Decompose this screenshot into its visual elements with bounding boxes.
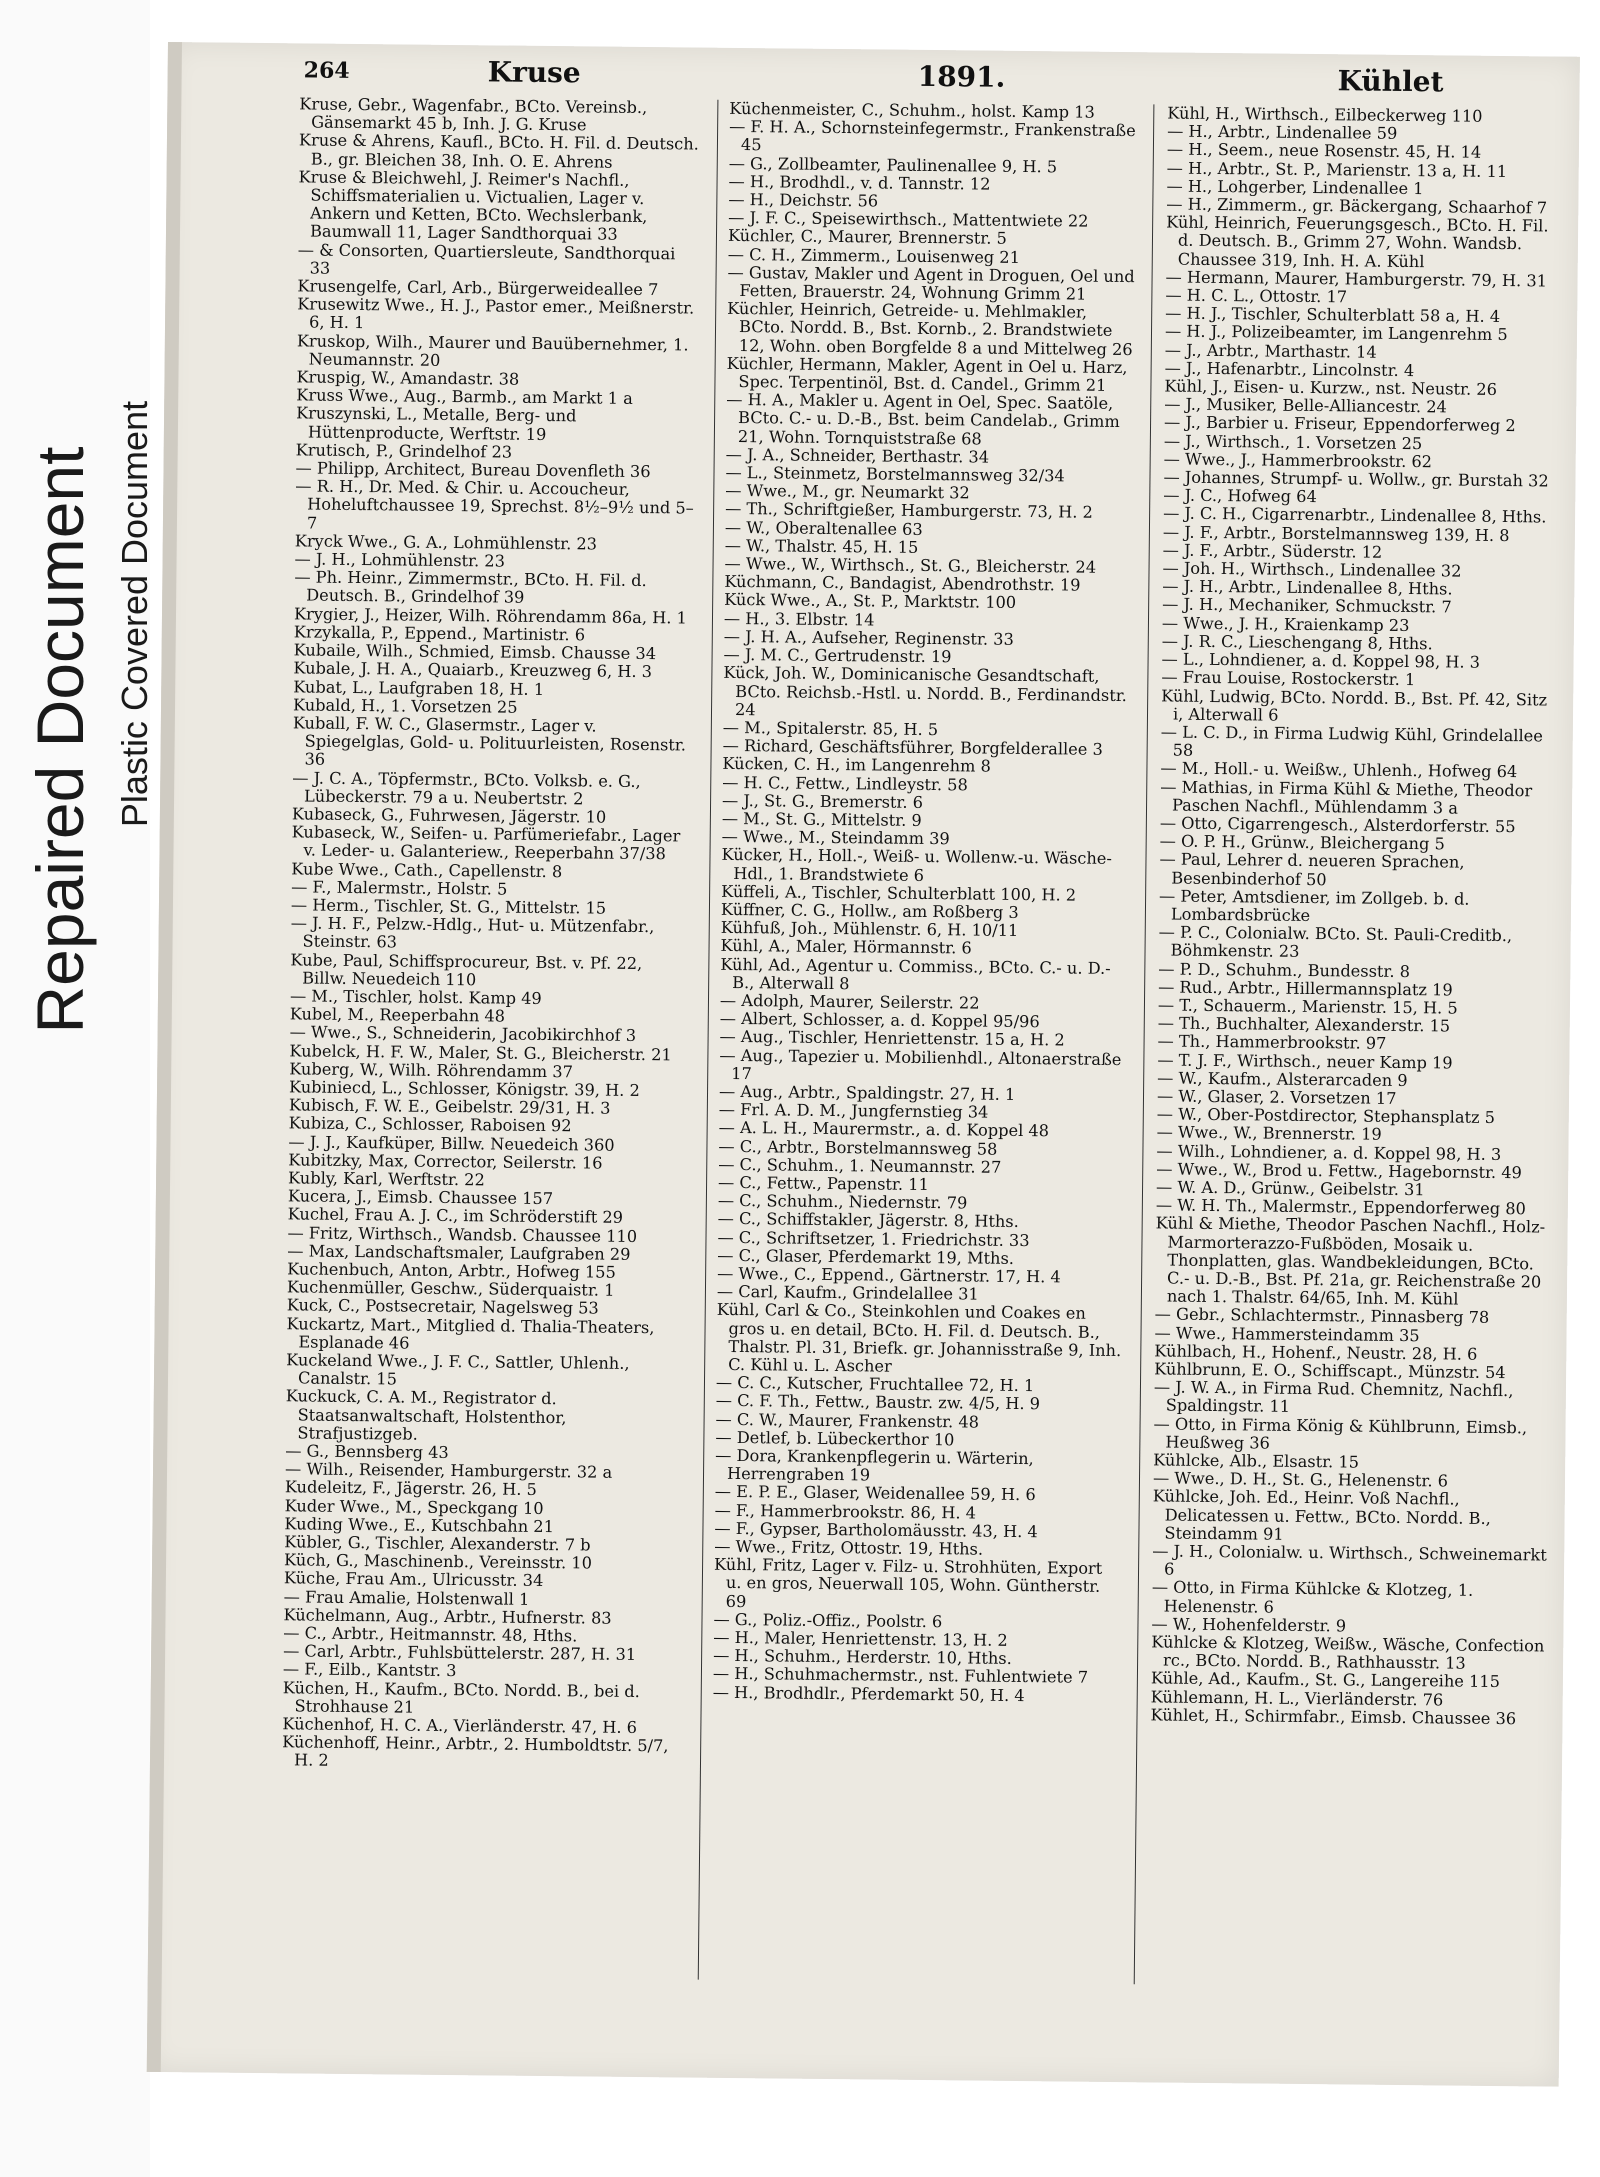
- directory-entry: — Wwe., S., Schneiderin, Jacobikirchhof 3: [289, 1022, 637, 1046]
- right-running-head: Kühlet: [1337, 64, 1444, 99]
- directory-entry: — Dora, Krankenpflegerin u. Wärterin, Herrengraben 19: [715, 1445, 1034, 1485]
- directory-entry: Krzykalla, P., Eppend., Martinistr. 6: [293, 622, 586, 645]
- directory-entry: — G., Zollbeamter, Paulinenallee 9, H. 5: [728, 153, 1058, 176]
- directory-entry: — Gebr., Schlachtermstr., Pinnasberg 78: [1154, 1304, 1490, 1328]
- scan-margin: [0, 0, 155, 2177]
- directory-entry: Kübler, G., Tischler, Alexanderstr. 7 b: [284, 1532, 591, 1555]
- directory-entry: Kühlcke, Alb., Elsastr. 15: [1153, 1450, 1360, 1472]
- directory-entry: Kühlbrunn, E. O., Schiffscapt., Münzstr. 54: [1154, 1359, 1506, 1383]
- directory-entry: — Wwe., Fritz, Ottostr. 19, Hths.: [714, 1536, 984, 1559]
- left-running-head: Kruse: [487, 55, 581, 90]
- directory-entry: — H., Lohgerber, Lindenallee 1: [1166, 176, 1424, 198]
- directory-entry: — Wwe., J., Hammerbrookstr. 62: [1163, 449, 1433, 472]
- directory-entry: — Carl, Arbtr., Fuhlsbüttelerstr. 287, H. 31: [283, 1641, 637, 1665]
- directory-entry: — T. J. F., Wirthsch., neuer Kamp 19: [1157, 1049, 1453, 1073]
- directory-entry: — J. A., Schneider, Berthastr. 34: [725, 444, 990, 467]
- directory-entry: Kube, Paul, Schiffsprocureur, Bst. v. Pf. 22, Billw. Neuedeich 110: [290, 949, 643, 990]
- directory-entry: — Gustav, Makler und Agent in Droguen, Oel und Fetten, Brauerstr. 24, Wohnung Grimm 21: [727, 262, 1135, 304]
- directory-entry: — Wwe., C., Eppend., Gärtnerstr. 17, H. 4: [717, 1263, 1061, 1287]
- directory-entry: — L., Steinmetz, Borstelmannsweg 32/34: [725, 462, 1065, 486]
- directory-entry: Kube Wwe., Cath., Capellenstr. 8: [291, 858, 563, 881]
- directory-entry: — Max, Landschaftsmaler, Laufgraben 29: [287, 1241, 631, 1264]
- directory-entry: Küffner, C. G., Hollw., am Roßberg 3: [720, 899, 1019, 922]
- directory-entry: Kubitzky, Max, Corrector, Seilerstr. 16: [288, 1150, 603, 1173]
- directory-entry: Kruss Wwe., Aug., Barmb., am Markt 1 a: [296, 385, 633, 409]
- directory-entry: — G., Bennsberg 43: [285, 1441, 449, 1463]
- directory-entry: — H. C., Fettw., Lindleystr. 58: [722, 772, 968, 794]
- directory-entry: — J. W. A., in Firma Rud. Chemnitz, Nachfl., Spaldingstr. 11: [1153, 1377, 1514, 1417]
- directory-entry: Küchenhof, H. C. A., Vierländerstr. 47, H. 6: [282, 1714, 638, 1738]
- directory-entry: Kubaseck, G., Fuhrwesen, Jägerstr. 10: [291, 804, 607, 827]
- directory-entry: — Wwe., W., Brod u. Fettw., Hagebornstr. 49: [1156, 1159, 1522, 1183]
- directory-entry: Kücker, H., Holl.-, Weiß- u. Wollenw.-u. Wäsche-Hdl., 1. Brandstwiete 6: [721, 845, 1113, 885]
- directory-entry: Kruse, Gebr., Wagenfabr., BCto. Vereinsb., Gänsemarkt 45 b, Inh. J. G. Kruse: [299, 94, 648, 135]
- directory-entry: — Johannes, Strumpf- u. Wollw., gr. Burstah 32: [1163, 467, 1549, 491]
- directory-entry: — Wwe., W., Brennerstr. 19: [1156, 1122, 1382, 1145]
- directory-entry: — Aug., Tischler, Henriettenstr. 15 a, H. 2: [719, 1027, 1065, 1050]
- directory-entry: — Richard, Geschäftsführer, Borgfelderallee 3: [722, 735, 1103, 759]
- directory-entry: — J. J., Kaufküper, Billw. Neuedeich 360: [288, 1131, 615, 1155]
- directory-entry: — C., Arbtr., Borstelmannsweg 58: [718, 1136, 998, 1159]
- directory-entry: — Wwe., M., gr. Neumarkt 32: [725, 481, 970, 503]
- directory-entry: — J. F. C., Speisewirthsch., Mattentwiete 22: [728, 208, 1089, 231]
- directory-entry: Küchler, Hermann, Makler, Agent in Oel u. Harz, Spec. Terpentinöl, Bst. d. Candel., Grimm 21: [726, 353, 1128, 395]
- directory-entry: — F. H. A., Schornsteinfegermstr., Frankenstraße 45: [729, 117, 1136, 155]
- directory-entry: Küchler, Heinrich, Getreide- u. Mehlmakler, BCto. Nordd. B., Bst. Kornb., 2. Brandstwiete 12, Wohn. oben Borgfelde 8 a und Mittelweg 26: [727, 299, 1133, 359]
- directory-entry: — Wwe., D. H., St. G., Helenenstr. 6: [1152, 1468, 1449, 1491]
- directory-entry: — Th., Hammerbrookstr. 97: [1157, 1031, 1387, 1054]
- directory-entry: — J., Barbier u. Friseur, Eppendorferweg 2: [1163, 412, 1516, 436]
- directory-entry: Kück, Joh. W., Dominicanische Gesandtschaft, BCto. Reichsb.-Hstl. u. Nordd. B., Ferdinandstr. 24: [723, 663, 1127, 719]
- directory-entry: Krygier, J., Heizer, Wilh. Röhrendamm 86a, H. 1: [293, 604, 687, 628]
- directory-entry: — G., Poliz.-Offiz., Poolstr. 6: [713, 1609, 943, 1632]
- directory-entry: Kühl, Carl & Co., Steinkohlen und Coakes en gros u. en detail, BCto. H. Fil. d. Deutsch. B., Thalstr. Pl. 31, Briefk. gr. Johannisstraße 9, Inh. C. Kühl u. L. Ascher: [716, 1300, 1122, 1376]
- directory-entry: Kuchenmüller, Geschw., Süderquaistr. 1: [286, 1277, 615, 1300]
- directory-entry: Kuchenbuch, Anton, Arbtr., Hofweg 155: [287, 1259, 616, 1282]
- directory-entry: Kubiniecd, L., Schlosser, Königstr. 39, H. 2: [288, 1077, 640, 1100]
- directory-entry: Kruskop, Wilh., Maurer und Bauübernehmer, 1. Neumannstr. 20: [296, 331, 689, 370]
- directory-entry: Kubelck, H. F. W., Maler, St. G., Bleicherstr. 21: [289, 1040, 672, 1064]
- directory-entry: — Adolph, Maurer, Seilerstr. 22: [719, 990, 980, 1013]
- directory-entry: Kubisch, F. W. E., Geibelstr. 29/31, H. 3: [288, 1095, 611, 1118]
- directory-entry: — J. H. A., Aufseher, Reginenstr. 33: [723, 626, 1014, 649]
- directory-entry: — J., St. G., Bremerstr. 6: [721, 790, 924, 812]
- directory-entry: Kudeleitz, F., Jägerstr. 26, H. 5: [284, 1477, 537, 1500]
- directory-entry: Kuckuck, C. A. M., Registrator d. Staatsanwaltschaft, Holstenthor, Strafjustizgeb.: [285, 1386, 567, 1444]
- directory-entry: Küchler, C., Maurer, Brennerstr. 5: [727, 226, 1007, 249]
- directory-entry: Kühlcke & Klotzeg, Weißw., Wäsche, Confection rc., BCto. Nordd. B., Rathhausstr. 13: [1151, 1632, 1545, 1673]
- directory-entry: — J. H., Lohmühlenstr. 23: [294, 549, 506, 571]
- directory-entry: — Hermann, Maurer, Hamburgerstr. 79, H. 31: [1165, 267, 1548, 291]
- directory-entry: — Ph. Heinr., Zimmermstr., BCto. H. Fil. d. Deutsch. B., Grindelhof 39: [294, 567, 647, 608]
- directory-entry: Kühl, Ludwig, BCto. Nordd. B., Bst. Pf. 42, Sitz i, Alterwall 6: [1161, 685, 1548, 725]
- directory-entry: Kubiza, C., Schlosser, Raboisen 92: [288, 1113, 572, 1136]
- directory-entry: Kubaseck, W., Seifen- u. Parfümeriefabr., Lager v. Leder- u. Galanteriew., Reeperbahn 37/38: [291, 822, 681, 864]
- directory-entry: — C. F. Th., Fettw., Baustr. zw. 4/5, H. 9: [715, 1391, 1041, 1414]
- directory-entry: — J. C. A., Töpfermstr., BCto. Volksb. e. G., Lübeckerstr. 79 a u. Neubertstr. 2: [292, 767, 641, 809]
- directory-entry: — Frau Louise, Rostockerstr. 1: [1161, 667, 1416, 690]
- directory-entry: Kubly, Karl, Werftstr. 22: [288, 1168, 485, 1190]
- directory-entry: — F., Hammerbrookstr. 86, H. 4: [714, 1500, 977, 1523]
- directory-entry: — J. H., Mechaniker, Schmuckstr. 7: [1162, 594, 1452, 617]
- directory-entry: — H., Brodhdl., v. d. Tannstr. 12: [728, 171, 991, 194]
- directory-entry: Küch, G., Maschinenb., Vereinsstr. 10: [284, 1550, 593, 1573]
- directory-entry: Kücken, C. H., im Langenrehm 8: [722, 754, 991, 776]
- directory-entry: Küchen, H., Kaufm., BCto. Nordd. B., bei d. Strohhause 21: [282, 1677, 640, 1717]
- directory-entry: — C., Fettw., Papenstr. 11: [717, 1172, 929, 1195]
- directory-entry: — W., Glaser, 2. Vorsetzen 17: [1156, 1086, 1397, 1108]
- directory-entry: — C., Schuhm., Niedernstr. 79: [717, 1191, 968, 1213]
- directory-entry: — Joh. H., Wirthsch., Lindenallee 32: [1162, 558, 1462, 581]
- directory-entry: — Otto, in Firma König & Kühlbrunn, Eimsb., Heußweg 36: [1153, 1414, 1528, 1453]
- directory-entry: Küche, Frau Am., Ulricusstr. 34: [283, 1568, 544, 1591]
- directory-entry: — C., Arbtr., Heitmannstr. 48, Hths.: [283, 1623, 578, 1646]
- directory-entry: — F., Gypser, Bartholomäusstr. 43, H. 4: [714, 1518, 1038, 1542]
- directory-entry: Kubald, H., 1. Vorsetzen 25: [292, 695, 518, 717]
- directory-entry: — W., Thalstr. 45, H. 15: [724, 535, 919, 557]
- directory-entry: — P. D., Schuhm., Bundesstr. 8: [1158, 958, 1411, 981]
- directory-entry: — J. F., Arbtr., Borstelmannsweg 139, H. 8: [1162, 522, 1510, 545]
- directory-entry: — Wwe., J. H., Kraienkamp 23: [1161, 613, 1410, 635]
- directory-entry: Küchmann, C., Bandagist, Abendrothstr. 19: [724, 572, 1081, 595]
- directory-entry: — H., Seem., neue Rosenstr. 45, H. 14: [1166, 139, 1482, 163]
- directory-entry: Kuck, C., Postsecretair, Nagelsweg 53: [286, 1295, 599, 1318]
- directory-entry: Kühlet, H., Schirmfabr., Eimsb. Chaussee 36: [1150, 1705, 1517, 1729]
- directory-entry: — C., Schriftsetzer, 1. Friedrichstr. 33: [717, 1227, 1030, 1250]
- directory-entry: — H. J., Polizeibeamter, im Langenrehm 5: [1164, 321, 1508, 345]
- directory-entry: — W. H. Th., Malermstr., Eppendorferweg 80: [1155, 1195, 1526, 1219]
- directory-entry: — Fritz, Wirthsch., Wandsb. Chaussee 110: [287, 1222, 638, 1246]
- directory-entry: — & Consorten, Quartiersleute, Sandthorquai 33: [297, 239, 676, 278]
- directory-entry: — E. P. E., Glaser, Weidenallee 59, H. 6: [714, 1482, 1036, 1505]
- directory-entry: — Frau Amalie, Holstenwall 1: [283, 1586, 530, 1609]
- directory-entry: — J. R. C., Lieschengang 8, Hths.: [1161, 631, 1433, 654]
- directory-entry: — H., Schuhm., Herderstr. 10, Hths.: [713, 1646, 1012, 1669]
- year-heading: 1891.: [917, 59, 1006, 94]
- directory-entry: — H., Brodhdlr., Pferdemarkt 50, H. 4: [712, 1682, 1025, 1705]
- directory-entry: — M., Holl.- u. Weißw., Uhlenh., Hofweg 64: [1160, 758, 1518, 782]
- directory-entry: — C., Schuhm., 1. Neumannstr. 27: [718, 1154, 1002, 1177]
- directory-entry: — Albert, Schlosser, a. d. Koppel 95/96: [719, 1008, 1040, 1032]
- directory-entry: — J., Wirthsch., 1. Vorsetzen 25: [1163, 431, 1423, 453]
- directory-entry: — F., Malermstr., Holstr. 5: [291, 877, 508, 899]
- directory-entry: Kruspig, W., Amandastr. 38: [296, 367, 520, 389]
- directory-entry: Küchenhoff, Heinr., Arbtr., 2. Humboldtstr. 5/7, H. 2: [282, 1732, 669, 1771]
- directory-entry: — H., Maler, Henriettenstr. 13, H. 2: [713, 1627, 1008, 1650]
- directory-entry: Kuchel, Frau A. J. C., im Schröderstift 29: [287, 1204, 624, 1228]
- directory-entry: Kruse & Ahrens, Kaufl., BCto. H. Fil. d. Deutsch. B., gr. Bleichen 38, Inh. O. E. Ahrens: [298, 130, 699, 172]
- directory-entry: Kühlemann, H. L., Vierländerstr. 76: [1150, 1687, 1444, 1710]
- column-middle: [713, 100, 1138, 1706]
- directory-entry: Kühlbach, H., Hohenf., Neustr. 28, H. 6: [1154, 1341, 1478, 1364]
- directory-entry: — R. H., Dr. Med. & Chir. u. Accoucheur, Hoheluftchaussee 19, Sprechst. 8½–9½ und 5–7: [295, 476, 694, 533]
- directory-entry: Krusengelfe, Carl, Arb., Bürgerweideallee 7: [297, 276, 659, 300]
- directory-entry: — J. F., Arbtr., Süderstr. 12: [1162, 540, 1383, 562]
- directory-entry: — W., Oberaltenallee 63: [724, 517, 923, 539]
- directory-entry: — W., Kaufm., Alsterarcaden 9: [1157, 1068, 1408, 1090]
- directory-entry: — W., Ober-Postdirector, Stephansplatz 5: [1156, 1104, 1496, 1128]
- repaired-document-stamp: Repaired Document: [23, 446, 97, 1034]
- directory-entry: — C., Schiffstakler, Jägerstr. 8, Hths.: [717, 1209, 1019, 1232]
- directory-entry: — J. C., Hofweg 64: [1163, 485, 1317, 507]
- directory-entry: — J. M. C., Gertrudenstr. 19: [723, 644, 952, 667]
- directory-entry: — Otto, in Firma Kühlcke & Klotzeg, 1. Helenenstr. 6: [1151, 1577, 1474, 1617]
- directory-entry: — M., Spitalerstr. 85, H. 5: [722, 717, 939, 740]
- directory-entry: Kuckartz, Mart., Mitglied d. Thalia-Theaters, Esplanade 46: [286, 1313, 655, 1353]
- directory-entry: — H., Schuhmachermstr., nst. Fuhlentwiete 7: [712, 1664, 1089, 1688]
- directory-entry: — O. P. H., Grünw., Bleichergang 5: [1159, 831, 1445, 854]
- directory-entry: — H., Arbtr., Lindenallee 59: [1167, 121, 1398, 144]
- directory-entry: Kuding Wwe., E., Kutschbahn 21: [284, 1514, 555, 1536]
- directory-entry: — J., Musiker, Belle-Alliancestr. 24: [1164, 394, 1447, 417]
- directory-entry: Kühl & Miethe, Theodor Paschen Nachfl., Holz-Marmorterazzo-Fußböden, Mosaik u. Thonplatten, glas. Wandbekleidungen, BCto. C.- u. D.-B., Bst. Pf. 21a, gr. Reichenstraße 20 nach 1. Thalstr. 64/65, Inh. M. Kühl: [1155, 1213, 1546, 1309]
- directory-entry: Kühl, A., Maler, Hörmannstr. 6: [720, 936, 972, 958]
- directory-entry: Kühle, Ad., Kaufm., St. G., Langereihe 115: [1150, 1668, 1501, 1692]
- directory-entry: — Aug., Tapezier u. Mobilienhdl., Altonaerstraße 17: [719, 1045, 1122, 1083]
- directory-entry: — H. J., Tischler, Schulterblatt 58 a, H. 4: [1165, 303, 1501, 327]
- directory-entry: — A. L. H., Maurermstr., a. d. Koppel 48: [718, 1118, 1050, 1141]
- directory-entry: — C. C., Kutscher, Fruchtallee 72, H. 1: [715, 1373, 1035, 1396]
- directory-entry: Kryck Wwe., G. A., Lohmühlenstr. 23: [294, 531, 598, 554]
- directory-entry: — H., Zimmerm., gr. Bäckergang, Schaarhof 7: [1166, 194, 1548, 218]
- directory-entry: — Philipp, Architect, Bureau Dovenfleth 36: [295, 458, 651, 482]
- directory-entry: Kühl, H., Wirthsch., Eilbeckerweg 110: [1167, 103, 1483, 126]
- directory-entry: — Th., Buchhalter, Alexanderstr. 15: [1157, 1013, 1451, 1036]
- directory-entry: — W., Hohenfelderstr. 9: [1151, 1614, 1347, 1636]
- directory-entry: — Mathias, in Firma Kühl & Miethe, Theodor Paschen Nachfl., Mühlendamm 3 a: [1160, 776, 1533, 818]
- directory-entry: — M., St. G., Mittelstr. 9: [721, 808, 922, 830]
- directory-entry: — Wwe., W., Wirthsch., St. G., Bleicherstr. 24: [724, 553, 1097, 577]
- directory-entry: — Peter, Amtsdiener, im Zollgeb. b. d. Lombardsbrücke: [1159, 886, 1470, 925]
- column-right: [1150, 104, 1567, 1728]
- directory-entry: — P. C., Colonialw. BCto. St. Pauli-Creditb., Böhmkenstr. 23: [1158, 922, 1513, 962]
- directory-entry: — Frl. A. D. M., Jungfernstieg 34: [718, 1099, 989, 1122]
- directory-page: [147, 42, 1580, 2087]
- directory-entry: — J. H., Colonialw. u. Wirthsch., Schweinemarkt 6: [1152, 1541, 1547, 1579]
- directory-entry: — Aug., Arbtr., Spaldingstr. 27, H. 1: [718, 1081, 1016, 1104]
- directory-entry: Krutisch, P., Grindelhof 23: [295, 440, 513, 462]
- directory-entry: — L. C. D., in Firma Ludwig Kühl, Grindelallee 58: [1160, 722, 1543, 760]
- directory-entry: Kubaile, Wilh., Schmied, Eimsb. Chausse 34: [293, 640, 657, 664]
- directory-entry: Kühl, Fritz, Lager v. Filz- u. Strohhüten, Export u. en gros, Neuerwall 105, Wohn. Güntherstr. 69: [713, 1555, 1103, 1611]
- directory-entry: Kruse & Bleichwehl, J. Reimer's Nachfl., Schiffsmaterialien u. Victualien, Lager v. Ankern und Ketten, BCto. Wechslerbank, Baumwall 11, Lager Sandthorquai 33: [298, 167, 648, 245]
- directory-entry: — C. H., Zimmerm., Louisenweg 21: [727, 244, 1021, 267]
- directory-entry: — Detlef, b. Lübeckerthor 10: [715, 1427, 955, 1450]
- directory-entry: Kühl, J., Eisen- u. Kurzw., nst. Neustr. 26: [1164, 376, 1498, 399]
- directory-entry: — J. C. H., Cigarrenarbtr., Lindenallee 8, Hths.: [1163, 503, 1547, 527]
- directory-entry: — H. A., Makler u. Agent in Oel, Spec. Saatöle, BCto. C.- u. D.-B., Bst. beim Candelab., Grimm 21, Wohn. Tornquiststraße 68: [726, 390, 1120, 449]
- directory-entry: Kubat, L., Laufgraben 18, H. 1: [293, 676, 545, 699]
- directory-entry: Kuder Wwe., M., Speckgang 10: [284, 1495, 544, 1518]
- directory-entry: — Herm., Tischler, St. G., Mittelstr. 15: [290, 895, 607, 918]
- directory-entry: — Wilh., Lohndiener, a. d. Koppel 98, H. 3: [1156, 1140, 1502, 1164]
- directory-entry: — H., 3. Elbstr. 14: [723, 608, 875, 630]
- directory-entry: — Wwe., M., Steindamm 39: [721, 826, 950, 849]
- directory-entry: Kubel, M., Reeperbahn 48: [289, 1004, 506, 1026]
- directory-entry: Kruszynski, L., Metalle, Berg- und Hüttenproducte, Werftstr. 19: [296, 403, 577, 444]
- directory-entry: — Paul, Lehrer d. neueren Sprachen, Besenbinderhof 50: [1159, 849, 1465, 889]
- directory-entry: Küffeli, A., Tischler, Schulterblatt 100, H. 2: [721, 881, 1077, 905]
- directory-entry: — Wwe., Hammersteindamm 35: [1154, 1323, 1420, 1345]
- directory-entry: — T., Schauerm., Marienstr. 15, H. 5: [1157, 995, 1458, 1018]
- directory-entry: Krusewitz Wwe., H. J., Pastor emer., Meißnerstr. 6, H. 1: [297, 294, 695, 333]
- directory-entry: — Th., Schriftgießer, Hamburgerstr. 73, H. 2: [725, 499, 1093, 523]
- directory-entry: Kucera, J., Eimsb. Chaussee 157: [287, 1186, 554, 1209]
- plastic-covered-stamp: Plastic Covered Document: [114, 400, 155, 828]
- directory-entry: — Wilh., Reisender, Hamburgerstr. 32 a: [284, 1459, 613, 1482]
- column-left: [282, 95, 700, 1774]
- directory-entry: Kühl, Heinrich, Feuerungsgesch., BCto. H. Fil. d. Deutsch. B., Grimm 27, Wohn. Wandsb. Chaussee 319, Inh. H. A. Kühl: [1166, 212, 1549, 271]
- directory-entry: — W. A. D., Grünw., Geibelstr. 31: [1155, 1177, 1425, 1200]
- directory-entry: — M., Tischler, holst. Kamp 49: [289, 986, 542, 1008]
- directory-entry: Kück Wwe., A., St. P., Marktstr. 100: [724, 590, 1017, 613]
- directory-entry: Kuball, F. W. C., Glasermstr., Lager v. Spiegelglas, Gold- u. Polituurleisten, Rosenstr. 36: [292, 713, 687, 769]
- directory-entry: — C., Glaser, Pferdemarkt 19, Mths.: [717, 1245, 1015, 1268]
- directory-entry: — C. W., Maurer, Frankenstr. 48: [715, 1409, 980, 1432]
- directory-entry: Kubale, J. H. A., Quaiarb., Kreuzweg 6, H. 3: [293, 658, 653, 682]
- directory-entry: Kühl, Ad., Agentur u. Commiss., BCto. C.- u. D.-B., Alterwall 8: [720, 954, 1111, 993]
- directory-entry: — J., Hafenarbtr., Lincolnstr. 4: [1164, 358, 1415, 380]
- directory-entry: Küchelmann, Aug., Arbtr., Hufnerstr. 83: [283, 1605, 612, 1628]
- directory-entry: Kühlcke, Joh. Ed., Heinr. Voß Nachfl., Delicatessen u. Fettw., BCto. Nordd. B., Steindamm 91: [1152, 1486, 1491, 1544]
- directory-entry: Kühfuß, Joh., Mühlenstr. 6, H. 10/11: [720, 917, 1019, 941]
- directory-entry: — Rud., Arbtr., Hillermannsplatz 19: [1158, 977, 1453, 1000]
- directory-entry: — H. C. L., Ottostr. 17: [1165, 285, 1348, 307]
- directory-entry: — H., Deichstr. 56: [728, 189, 879, 211]
- directory-entry: — J., Arbtr., Marthastr. 14: [1164, 340, 1377, 362]
- directory-entry: — L., Lohndiener, a. d. Koppel 98, H. 3: [1161, 649, 1481, 672]
- directory-entry: Kuberg, W., Wilh. Röhrendamm 37: [289, 1059, 574, 1082]
- directory-entry: — J. H. F., Pelzw.-Hdlg., Hut- u. Mützenfabr., Steinstr. 63: [290, 913, 655, 952]
- directory-entry: Küchenmeister, C., Schuhm., holst. Kamp 13: [729, 98, 1095, 122]
- directory-entry: — Carl, Kaufm., Grindelallee 31: [716, 1282, 979, 1304]
- directory-entry: — F., Eilb., Kantstr. 3: [282, 1659, 457, 1681]
- directory-entry: — Otto, Cigarrengesch., Alsterdorferstr. 55: [1159, 813, 1516, 837]
- directory-entry: — H., Arbtr., St. P., Marienstr. 13 a, H. 11: [1166, 158, 1508, 181]
- directory-entry: Kuckeland Wwe., J. F. C., Sattler, Uhlenh., Canalstr. 15: [286, 1350, 630, 1389]
- directory-entry: — J. H., Arbtr., Lindenallee 8, Hths.: [1162, 576, 1453, 599]
- page-number: 264: [303, 57, 350, 84]
